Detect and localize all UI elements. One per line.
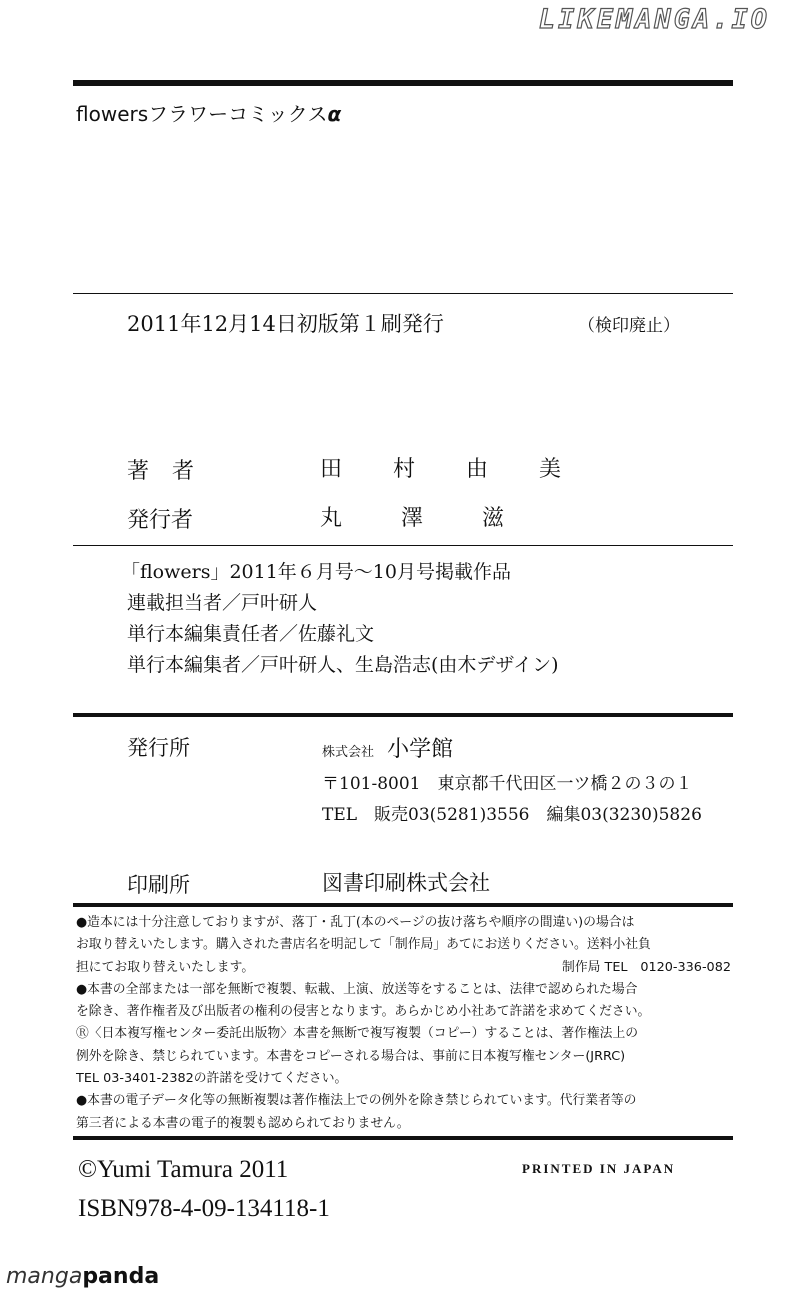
note-line: を除き、著作権者及び出版者の権利の侵害となります。あらかじめ小社あて許諾を求めてください。: [76, 1004, 651, 1020]
top-rule: [73, 80, 733, 86]
logo-part-manga: manga: [6, 1264, 83, 1289]
divider-notes: [73, 903, 733, 907]
publisher-name: 小学館: [387, 737, 454, 762]
credit-line: 連載担当者／戸叶研人: [127, 592, 318, 614]
note-line: お取り替えいたします。購入された書店名を明記して「制作局」あてにお送りください。送料小社負: [76, 937, 651, 953]
publisher-label: 発行所: [127, 736, 190, 760]
edition-date: 2011年12月14日初版第１刷発行: [127, 312, 444, 336]
publisher-name-block: [322, 732, 453, 763]
printer-label: 印刷所: [127, 873, 190, 897]
issuer-name: 丸 澤 滋: [320, 506, 530, 531]
note-line: ●本書の全部または一部を無断で複製、転載、上演、放送等をすることは、法律で認められた場合: [76, 981, 638, 997]
copyright: ©Yumi Tamura 2011: [78, 1156, 289, 1183]
note-line: ●造本には十分注意しておりますが、落丁・乱丁(本のページの抜け落ちや順序の間違い)の場合は: [76, 915, 635, 930]
divider-publisher: [73, 713, 733, 717]
author-name: 田 村 由 美: [320, 457, 583, 482]
site-watermark: LIKEMANGA.IO: [538, 4, 770, 35]
series-title: [76, 98, 341, 127]
printer-name: 図書印刷株式会社: [322, 871, 490, 895]
note-line: 例外を除き、禁じられています。本書をコピーされる場合は、事前に日本複写権センター(JRRC): [76, 1048, 626, 1064]
seal-abolished: （検印廃止）: [578, 316, 680, 336]
isbn: ISBN978-4-09-134118-1: [78, 1195, 330, 1222]
legal-notes: [76, 912, 736, 1135]
logo-part-panda: panda: [82, 1264, 160, 1289]
divider-bottom: [73, 1136, 733, 1140]
series-name: フラワーコミックス: [148, 102, 328, 126]
mangapanda-logo: [6, 1264, 159, 1289]
production-contact: 制作局 TEL 0120-336-082: [562, 959, 731, 975]
issuer-label: 発行者: [127, 508, 194, 533]
credit-line: 単行本編集者／戸叶研人、生島浩志(由木デザイン): [127, 654, 559, 676]
note-line: 第三者による本書の電子的複製も認められておりません。: [76, 1115, 410, 1131]
divider-edition: [73, 293, 733, 294]
author-label: 著 者: [127, 459, 202, 484]
note-line-production: [76, 957, 731, 979]
credit-line: 「flowers」2011年６月号～10月号掲載作品: [121, 561, 511, 583]
divider-credits: [73, 545, 733, 546]
corp-prefix: 株式会社: [322, 745, 375, 760]
credit-line: 単行本編集責任者／佐藤礼文: [127, 623, 375, 645]
series-prefix: flowers: [76, 102, 149, 126]
note-line: Ⓡ〈日本複写権センター委託出版物〉本書を無断で複写複製（コピー）することは、著作権法上の: [76, 1026, 639, 1042]
publisher-tel: TEL 販売03(5281)3556 編集03(3230)5826: [322, 805, 702, 825]
note-line: ●本書の電子データ化等の無断複製は著作権法上での例外を除き禁じられています。代行業者等の: [76, 1093, 637, 1109]
note-line: 担にてお取り替えいたします。: [76, 959, 255, 975]
printed-in: PRINTED IN JAPAN: [522, 1161, 676, 1176]
note-line: TEL 03-3401-2382の許諾を受けてください。: [76, 1071, 348, 1087]
series-suffix: α: [327, 102, 342, 126]
publisher-address: 〒101-8001 東京都千代田区一ツ橋２の３の１: [322, 774, 693, 794]
